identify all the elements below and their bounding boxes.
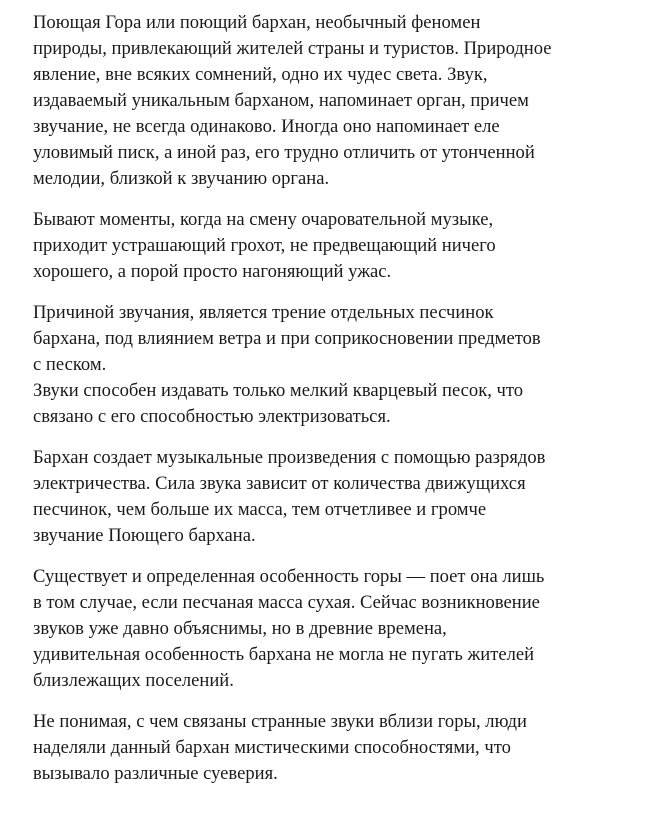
text-line: звуков уже давно объяснимы, но в древние времена, <box>33 618 447 639</box>
text-line: связано с его способностью электризоваться. <box>33 406 391 427</box>
text-line: бархана, под влиянием ветра и при соприкосновении предметов <box>33 328 541 349</box>
text-line: с песком. <box>33 354 107 375</box>
text-line: Причиной звучания, является трение отдельных песчинок <box>33 302 494 323</box>
text-line: Поющая Гора или поющий бархан, необычный феномен <box>33 12 481 33</box>
paragraph-4 <box>33 445 663 549</box>
text-line: мелодии, близкой к звучанию органа. <box>33 168 330 189</box>
text-line: песчинок, чем больше их масса, тем отчетливее и громче <box>33 499 487 520</box>
text-line: Не понимая, с чем связаны странные звуки вблизи горы, люди <box>33 711 527 732</box>
document-body <box>33 10 663 802</box>
paragraph-5 <box>33 564 663 694</box>
text-line: близлежащих поселений. <box>33 670 234 691</box>
text-line: Существует и определенная особенность горы — поет она лишь <box>33 566 545 587</box>
text-line: хорошего, а порой просто нагоняющий ужас. <box>33 261 392 282</box>
text-line: Бархан создает музыкальные произведения с помощью разрядов <box>33 447 546 468</box>
text-line: в том случае, если песчаная масса сухая. Сейчас возникновение <box>33 592 540 613</box>
text-line: уловимый писк, а иной раз, его трудно отличить от утонченной <box>33 142 535 163</box>
text-line: природы, привлекающий жителей страны и туристов. Природное <box>33 38 552 59</box>
paragraph-6 <box>33 709 663 787</box>
text-line: электричества. Сила звука зависит от количества движущихся <box>33 473 526 494</box>
paragraph-3 <box>33 300 663 430</box>
text-line: вызывало различные суеверия. <box>33 763 278 784</box>
text-line: приходит устрашающий грохот, не предвещающий ничего <box>33 235 496 256</box>
text-line: наделяли данный бархан мистическими способностями, что <box>33 737 511 758</box>
paragraph-1 <box>33 10 663 192</box>
text-line: издаваемый уникальным барханом, напоминает орган, причем <box>33 90 529 111</box>
text-line: удивительная особенность бархана не могла не пугать жителей <box>33 644 535 665</box>
text-line: явление, вне всяких сомнений, одно их чудес света. Звук, <box>33 64 488 85</box>
text-line: Звуки способен издавать только мелкий кварцевый песок, что <box>33 380 524 401</box>
text-line: звучание, не всегда одинаково. Иногда оно напоминает еле <box>33 116 500 137</box>
paragraph-2 <box>33 207 663 285</box>
text-line: звучание Поющего бархана. <box>33 525 256 546</box>
text-line: Бывают моменты, когда на смену очаровательной музыке, <box>33 209 494 230</box>
